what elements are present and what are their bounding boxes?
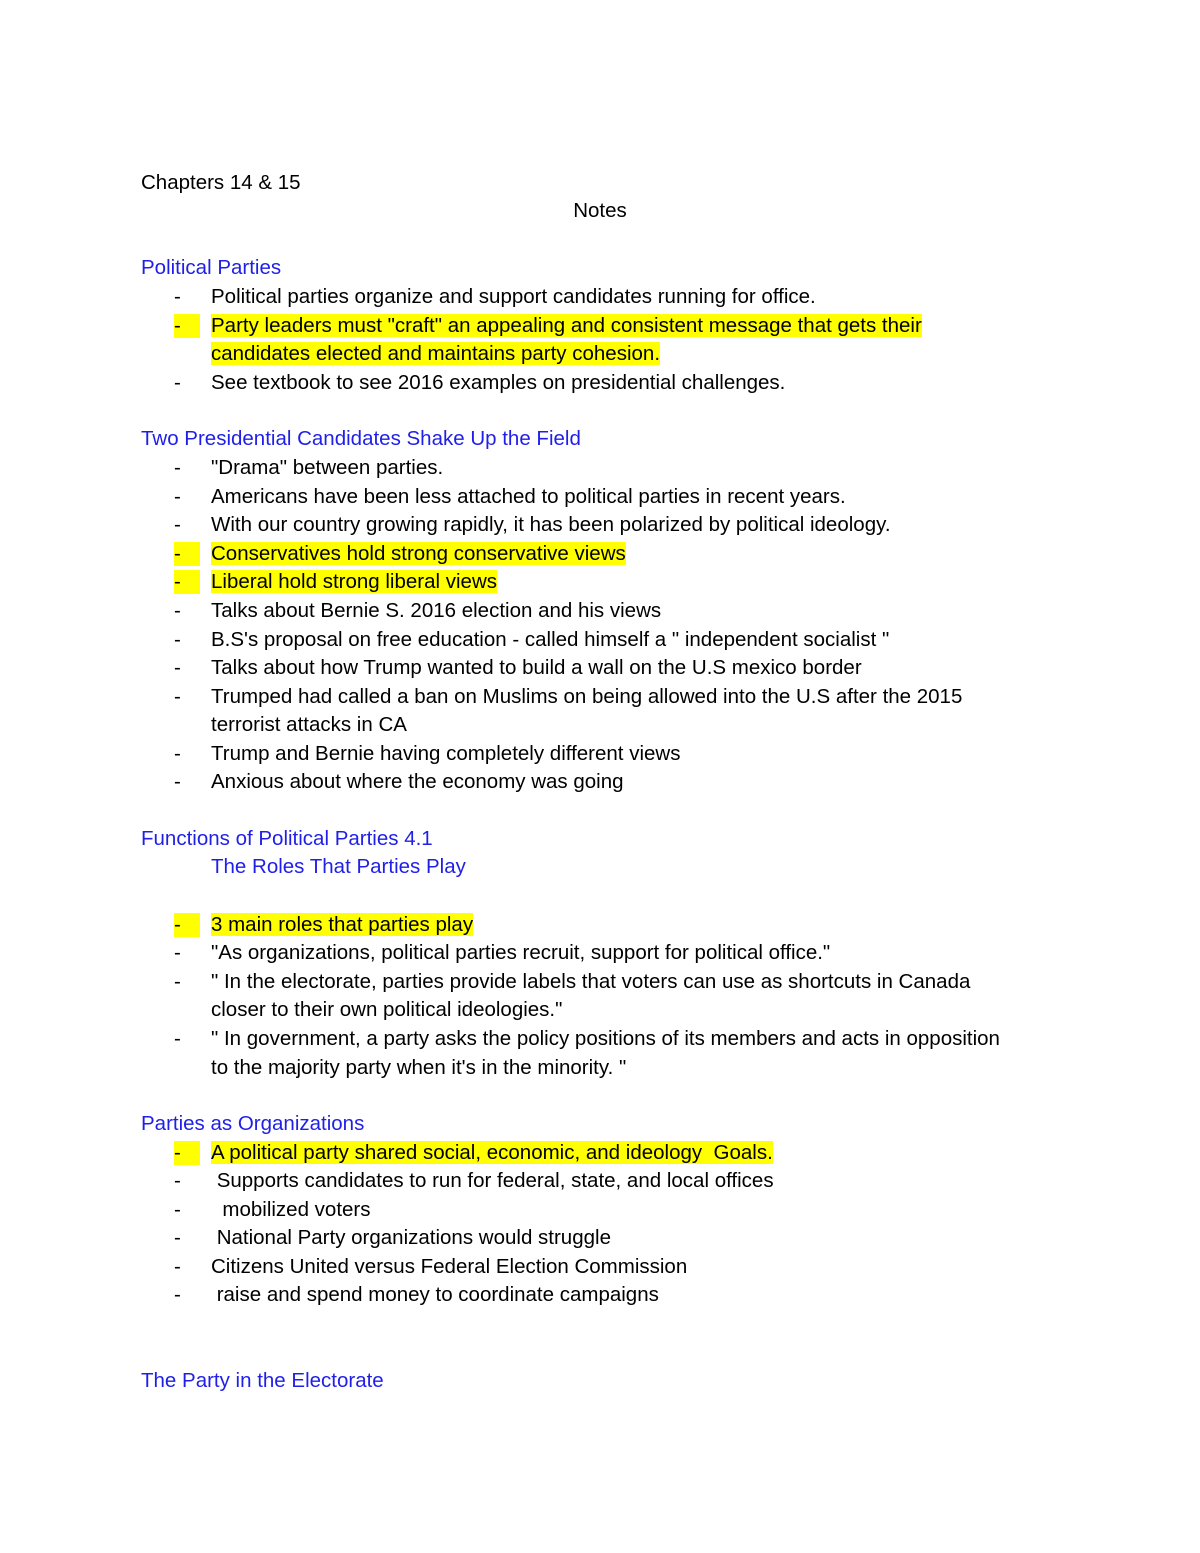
list-item: See textbook to see 2016 examples on presidential challenges. bbox=[211, 371, 786, 394]
subsection-heading-roles: The Roles That Parties Play bbox=[211, 855, 466, 878]
list-item: Americans have been less attached to political parties in recent years. bbox=[211, 485, 846, 508]
list-item: Anxious about where the economy was going bbox=[211, 770, 624, 793]
bullet-dash: - bbox=[174, 685, 181, 708]
list-item: Talks about Bernie S. 2016 election and his views bbox=[211, 599, 662, 622]
list-item: Talks about how Trump wanted to build a wall on the U.S mexico border bbox=[211, 656, 862, 679]
highlighted-list-item-continuation: candidates elected and maintains party cohesion. bbox=[211, 342, 661, 365]
bullet-dash: - bbox=[174, 542, 200, 566]
list-item: " In government, a party asks the policy positions of its members and acts in opposition bbox=[211, 1027, 1000, 1050]
bullet-dash: - bbox=[174, 1226, 181, 1249]
bullet-dash: - bbox=[174, 485, 181, 508]
highlighted-list-item: Party leaders must "craft" an appealing and consistent message that gets their bbox=[211, 314, 922, 337]
document-title: Chapters 14 & 15 bbox=[141, 171, 301, 194]
list-item: With our country growing rapidly, it has been polarized by political ideology. bbox=[211, 513, 891, 536]
bullet-dash: - bbox=[174, 656, 181, 679]
list-item: Citizens United versus Federal Election Commission bbox=[211, 1255, 688, 1278]
bullet-dash: - bbox=[174, 456, 181, 479]
section-heading-electorate: The Party in the Electorate bbox=[141, 1369, 384, 1392]
highlighted-list-item: Liberal hold strong liberal views bbox=[211, 570, 498, 593]
list-item-continuation: to the majority party when it's in the minority. " bbox=[211, 1056, 627, 1079]
bullet-dash: - bbox=[174, 371, 181, 394]
bullet-dash: - bbox=[174, 913, 200, 937]
highlighted-list-item: 3 main roles that parties play bbox=[211, 913, 474, 936]
highlighted-list-item: A political party shared social, economic, and ideology Goals. bbox=[211, 1141, 773, 1164]
list-item: B.S's proposal on free education - called himself a " independent socialist " bbox=[211, 628, 890, 651]
document-subtitle: Notes bbox=[573, 199, 627, 222]
list-item-continuation: closer to their own political ideologies." bbox=[211, 998, 563, 1021]
bullet-dash: - bbox=[174, 970, 181, 993]
bullet-dash: - bbox=[174, 570, 200, 594]
section-heading-two-candidates: Two Presidential Candidates Shake Up the Field bbox=[141, 427, 581, 450]
bullet-dash: - bbox=[174, 941, 181, 964]
list-item: mobilized voters bbox=[211, 1198, 371, 1221]
list-item: Trumped had called a ban on Muslims on being allowed into the U.S after the 2015 bbox=[211, 685, 963, 708]
bullet-dash: - bbox=[174, 599, 181, 622]
section-heading-political-parties: Political Parties bbox=[141, 256, 282, 279]
bullet-dash: - bbox=[174, 770, 181, 793]
bullet-dash: - bbox=[174, 1255, 181, 1278]
list-item-continuation: terrorist attacks in CA bbox=[211, 713, 407, 736]
bullet-dash: - bbox=[174, 1283, 181, 1306]
list-item: Trump and Bernie having completely different views bbox=[211, 742, 681, 765]
list-item: National Party organizations would struggle bbox=[211, 1226, 611, 1249]
bullet-dash: - bbox=[174, 285, 181, 308]
bullet-dash: - bbox=[174, 314, 200, 338]
list-item: "Drama" between parties. bbox=[211, 456, 444, 479]
list-item: "As organizations, political parties recruit, support for political office." bbox=[211, 941, 831, 964]
list-item: Political parties organize and support candidates running for office. bbox=[211, 285, 816, 308]
section-heading-organizations: Parties as Organizations bbox=[141, 1112, 365, 1135]
bullet-dash: - bbox=[174, 628, 181, 651]
bullet-dash: - bbox=[174, 513, 181, 536]
bullet-dash: - bbox=[174, 1198, 181, 1221]
bullet-dash: - bbox=[174, 742, 181, 765]
highlighted-list-item: Conservatives hold strong conservative views bbox=[211, 542, 626, 565]
bullet-dash: - bbox=[174, 1169, 181, 1192]
list-item: raise and spend money to coordinate campaigns bbox=[211, 1283, 659, 1306]
bullet-dash: - bbox=[174, 1027, 181, 1050]
list-item: " In the electorate, parties provide labels that voters can use as shortcuts in Canada bbox=[211, 970, 971, 993]
section-heading-functions: Functions of Political Parties 4.1 bbox=[141, 827, 433, 850]
list-item: Supports candidates to run for federal, state, and local offices bbox=[211, 1169, 774, 1192]
bullet-dash: - bbox=[174, 1141, 200, 1165]
